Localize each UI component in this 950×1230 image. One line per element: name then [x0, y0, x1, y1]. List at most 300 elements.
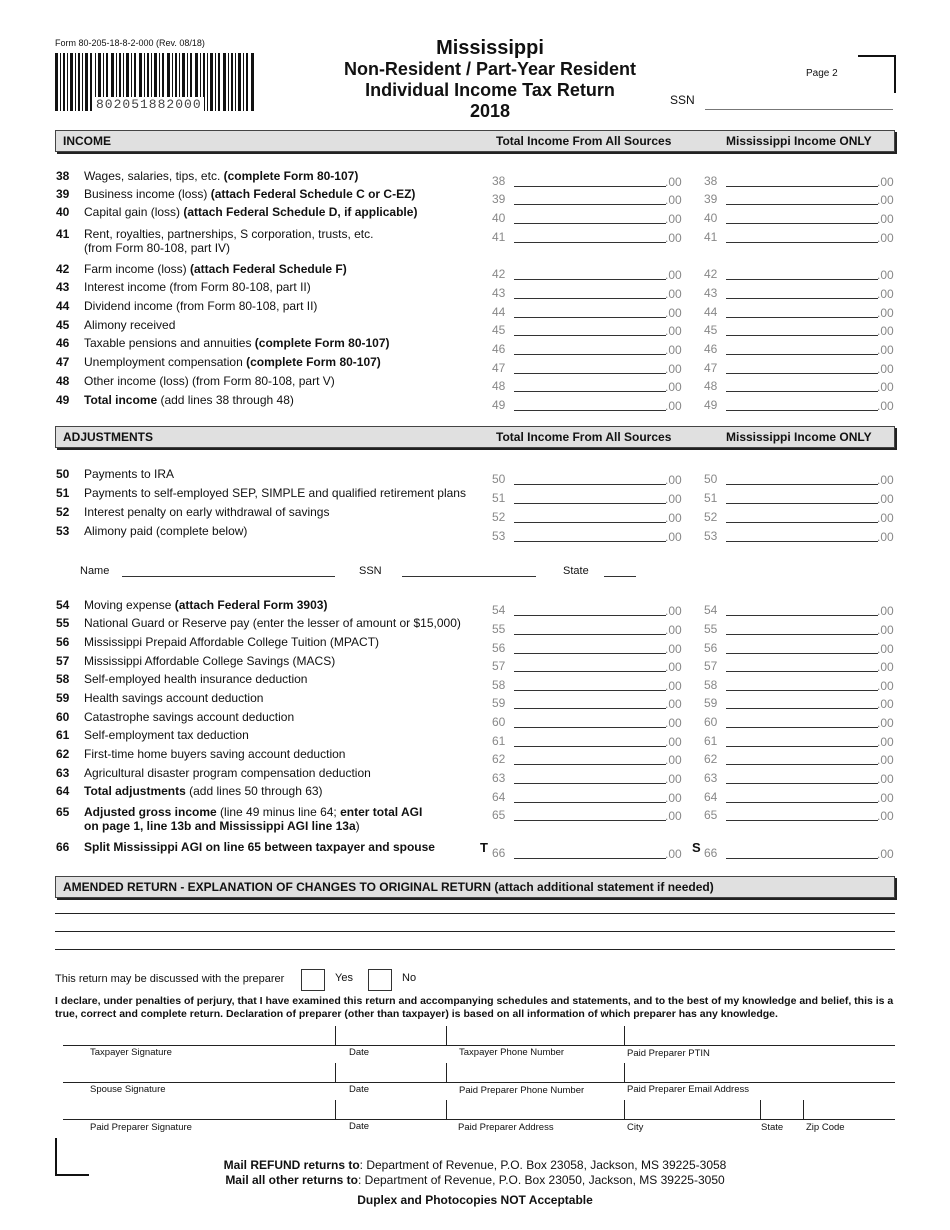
field-line-number: 44 [492, 305, 506, 319]
amount-underline [514, 522, 666, 523]
field-line-number: 50 [704, 472, 718, 486]
income-col-total: Total Income From All Sources [496, 134, 672, 148]
spouse-signature-field[interactable] [63, 1063, 335, 1082]
field-line-number: 45 [704, 323, 718, 337]
line-42-description: Farm income (loss) (attach Federal Schedule F) [84, 262, 347, 276]
cents-label: .00 [665, 362, 682, 376]
line-43-ms-input[interactable] [704, 285, 894, 299]
adjustments-col-total: Total Income From All Sources [496, 430, 672, 444]
cents-label: .00 [877, 642, 894, 656]
preparer-address-field[interactable] [447, 1100, 624, 1119]
line-55-description: National Guard or Reserve pay (enter the lesser of amount or $15,000) [84, 616, 461, 630]
amount-underline [726, 410, 878, 411]
line-59-ms-input[interactable] [704, 695, 894, 709]
amended-explanation-line-1[interactable] [55, 913, 895, 914]
page-number: Page 2 [806, 68, 838, 79]
amount-underline [726, 541, 878, 542]
line-50-total-input[interactable] [492, 471, 682, 485]
line-45-ms-input[interactable] [704, 322, 894, 336]
line-43-description: Interest income (from Form 80-108, part II) [84, 280, 311, 294]
line-48-number: 48 [56, 374, 70, 388]
line-51-ms-input[interactable] [704, 490, 894, 504]
ssn-input[interactable] [705, 109, 893, 110]
cents-label: .00 [877, 324, 894, 338]
taxpayer-date-label: Date [349, 1047, 370, 1058]
amount-underline [514, 634, 666, 635]
alimony-name-label: Name [80, 565, 110, 577]
field-line-number: 58 [704, 678, 718, 692]
line-65-number: 65 [56, 805, 70, 819]
field-line-number: 49 [492, 398, 506, 412]
field-line-number: 65 [492, 808, 506, 822]
cents-label: .00 [665, 399, 682, 413]
line-49-ms-input[interactable] [704, 397, 894, 411]
refund-address: Mail REFUND returns to: Department of Revenue, P.O. Box 23058, Jackson, MS 39225-3058 [223, 1158, 727, 1172]
line-46-description: Taxable pensions and annuities (complete Form 80-107) [84, 336, 390, 350]
cents-label: .00 [665, 753, 682, 767]
line-62-total-input[interactable] [492, 751, 682, 765]
line-61-ms-input[interactable] [704, 733, 894, 747]
field-line-number: 59 [704, 696, 718, 710]
field-line-number: 43 [492, 286, 506, 300]
field-line-number: 41 [492, 230, 506, 244]
income-col-ms: Mississippi Income ONLY [726, 134, 872, 148]
line-43-number: 43 [56, 280, 70, 294]
taxpayer-date-field[interactable] [336, 1026, 446, 1045]
preparer-signature-field[interactable] [63, 1100, 335, 1119]
cents-label: .00 [665, 287, 682, 301]
amount-underline [726, 708, 878, 709]
preparer-address-label: Paid Preparer Address [458, 1122, 554, 1133]
amended-explanation-line-3[interactable] [55, 949, 895, 950]
amount-underline [514, 373, 666, 374]
line-59-total-input[interactable] [492, 695, 682, 709]
cents-label: .00 [877, 362, 894, 376]
cents-label: .00 [665, 623, 682, 637]
field-line-number: 54 [492, 603, 506, 617]
amount-underline [514, 820, 666, 821]
line-53-description: Alimony paid (complete below) [84, 524, 248, 538]
preparer-ptin-label: Paid Preparer PTIN [627, 1048, 710, 1059]
cents-label: .00 [877, 175, 894, 189]
cents-label: .00 [665, 473, 682, 487]
line-65-description: Adjusted gross income (line 49 minus line 64; enter total AGI on page 1, line 13b and Mississippi AGI line 13a) [84, 805, 423, 833]
field-line-number: 57 [492, 659, 506, 673]
cents-label: .00 [877, 511, 894, 525]
preparer-ptin-field[interactable] [625, 1026, 895, 1045]
line-52-total-input[interactable] [492, 509, 682, 523]
mailing-instructions [150, 1158, 800, 1188]
income-section-header [55, 130, 895, 152]
line-57-ms-input[interactable] [704, 658, 894, 672]
field-line-number: 54 [704, 603, 718, 617]
line-44-ms-input[interactable] [704, 304, 894, 318]
line-64-ms-input[interactable] [704, 789, 894, 803]
preparer-city-field[interactable] [625, 1100, 760, 1119]
field-line-number: 46 [704, 342, 718, 356]
field-line-number: 61 [704, 734, 718, 748]
line-51-total-input[interactable] [492, 490, 682, 504]
line-41-ms-input[interactable] [704, 229, 894, 243]
cents-label: .00 [665, 772, 682, 786]
field-line-number: 64 [704, 790, 718, 804]
cents-label: .00 [877, 716, 894, 730]
discuss-yes-label: Yes [335, 972, 353, 984]
line-53-number: 53 [56, 524, 70, 538]
amount-underline [514, 541, 666, 542]
line-54-total-input[interactable] [492, 602, 682, 616]
line-39-number: 39 [56, 187, 70, 201]
amount-underline [514, 242, 666, 243]
amount-underline [514, 223, 666, 224]
amount-underline [726, 186, 878, 187]
line-66-taxpayer-input[interactable] [492, 845, 682, 859]
line-41-number: 41 [56, 227, 70, 241]
other-address: Mail all other returns to: Department of Revenue, P.O. Box 23050, Jackson, MS 39225-3050 [225, 1173, 725, 1187]
field-line-number: 53 [704, 529, 718, 543]
line-60-total-input[interactable] [492, 714, 682, 728]
title-type: Non-Resident / Part-Year Resident [343, 59, 637, 79]
cents-label: .00 [877, 193, 894, 207]
line-63-number: 63 [56, 766, 70, 780]
field-line-number: 65 [704, 808, 718, 822]
amount-underline [514, 484, 666, 485]
preparer-zip-label: Zip Code [806, 1122, 845, 1133]
amount-underline [514, 204, 666, 205]
line-63-description: Agricultural disaster program compensation deduction [84, 766, 371, 780]
line-48-total-input[interactable] [492, 378, 682, 392]
taxpayer-signature-label: Taxpayer Signature [90, 1047, 172, 1058]
cents-label: .00 [665, 175, 682, 189]
discuss-no-label: No [402, 972, 417, 984]
line-57-number: 57 [56, 654, 70, 668]
cents-label: .00 [665, 380, 682, 394]
line-47-total-input[interactable] [492, 360, 682, 374]
amount-underline [514, 410, 666, 411]
line-65-ms-input[interactable] [704, 807, 894, 821]
amount-underline [726, 690, 878, 691]
cents-label: .00 [877, 306, 894, 320]
field-line-number: 46 [492, 342, 506, 356]
field-line-number: 63 [492, 771, 506, 785]
form-title [310, 38, 670, 122]
amount-underline [514, 858, 666, 859]
field-line-number: 59 [492, 696, 506, 710]
field-line-number: 55 [492, 622, 506, 636]
field-line-number: 56 [704, 641, 718, 655]
line-45-total-input[interactable] [492, 322, 682, 336]
amount-underline [514, 783, 666, 784]
line-50-number: 50 [56, 467, 70, 481]
line-63-total-input[interactable] [492, 770, 682, 784]
amount-underline [726, 242, 878, 243]
alimony-ssn-label: SSN [359, 565, 382, 577]
income-section-title: INCOME [63, 134, 111, 148]
line-58-description: Self-employed health insurance deduction [84, 672, 308, 686]
amount-underline [514, 708, 666, 709]
line-38-ms-input[interactable] [704, 173, 894, 187]
field-line-number: 45 [492, 323, 506, 337]
preparer-date-field[interactable] [336, 1100, 446, 1119]
line-45-description: Alimony received [84, 318, 176, 332]
line-58-ms-input[interactable] [704, 677, 894, 691]
taxpayer-phone-field[interactable] [447, 1026, 624, 1045]
taxpayer-marker: T [480, 840, 488, 855]
amount-underline [726, 746, 878, 747]
line-49-total-input[interactable] [492, 397, 682, 411]
line-40-ms-input[interactable] [704, 210, 894, 224]
field-line-number: 61 [492, 734, 506, 748]
discuss-with-preparer-text: This return may be discussed with the preparer [55, 973, 285, 985]
cents-label: .00 [665, 604, 682, 618]
adjustments-section-title: ADJUSTMENTS [63, 430, 154, 444]
field-line-number: 64 [492, 790, 506, 804]
line-59-description: Health savings account deduction [84, 691, 264, 705]
line-60-number: 60 [56, 710, 70, 724]
field-line-number: 66 [704, 846, 718, 860]
line-52-description: Interest penalty on early withdrawal of savings [84, 505, 330, 519]
amount-underline [514, 391, 666, 392]
amount-underline [726, 783, 878, 784]
line-59-number: 59 [56, 691, 70, 705]
line-44-total-input[interactable] [492, 304, 682, 318]
line-63-ms-input[interactable] [704, 770, 894, 784]
cents-label: .00 [877, 343, 894, 357]
field-line-number: 49 [704, 398, 718, 412]
cents-label: .00 [877, 212, 894, 226]
cents-label: .00 [877, 660, 894, 674]
adjustments-section-header [55, 426, 895, 448]
field-line-number: 39 [492, 192, 506, 206]
alimony-name-input[interactable] [122, 576, 335, 577]
preparer-date-label: Date [349, 1121, 370, 1132]
line-38-number: 38 [56, 169, 70, 183]
line-54-description: Moving expense (attach Federal Form 3903) [84, 598, 328, 612]
preparer-state-label: State [761, 1122, 784, 1133]
line-39-ms-input[interactable] [704, 191, 894, 205]
line-39-total-input[interactable] [492, 191, 682, 205]
amount-underline [726, 764, 878, 765]
field-line-number: 47 [704, 361, 718, 375]
line-51-description: Payments to self-employed SEP, SIMPLE and qualified retirement plans [84, 486, 466, 500]
form-id: Form 80-205-18-8-2-000 (Rev. 08/18) [55, 38, 205, 48]
line-61-number: 61 [56, 728, 70, 742]
field-line-number: 51 [492, 491, 506, 505]
cents-label: .00 [665, 847, 682, 861]
line-58-number: 58 [56, 672, 70, 686]
field-line-number: 40 [492, 211, 506, 225]
field-line-number: 48 [704, 379, 718, 393]
amount-underline [726, 279, 878, 280]
field-line-number: 47 [492, 361, 506, 375]
line-52-ms-input[interactable] [704, 509, 894, 523]
line-41-description: Rent, royalties, partnerships, S corporation, trusts, etc. (from Form 80-108, part IV) [84, 227, 374, 255]
preparer-phone-label: Paid Preparer Phone Number [459, 1085, 585, 1096]
cents-label: .00 [877, 268, 894, 282]
amount-underline [514, 802, 666, 803]
amount-underline [726, 727, 878, 728]
spouse-date-field[interactable] [336, 1063, 446, 1082]
line-56-ms-input[interactable] [704, 640, 894, 654]
line-42-total-input[interactable] [492, 266, 682, 280]
line-53-total-input[interactable] [492, 528, 682, 542]
amount-underline [726, 653, 878, 654]
line-56-total-input[interactable] [492, 640, 682, 654]
corner-mark [55, 1138, 89, 1176]
line-48-description: Other income (loss) (from Form 80-108, part V) [84, 374, 335, 388]
line-47-description: Unemployment compensation (complete Form 80-107) [84, 355, 381, 369]
amended-section-header [55, 876, 895, 898]
spouse-marker: S [692, 840, 701, 855]
barcode-number: 802051882000 [96, 97, 202, 112]
line-49-number: 49 [56, 393, 70, 407]
line-43-total-input[interactable] [492, 285, 682, 299]
line-52-number: 52 [56, 505, 70, 519]
cents-label: .00 [877, 697, 894, 711]
amount-underline [514, 615, 666, 616]
line-58-total-input[interactable] [492, 677, 682, 691]
line-64-total-input[interactable] [492, 789, 682, 803]
cents-label: .00 [665, 697, 682, 711]
line-47-number: 47 [56, 355, 70, 369]
spouse-signature-label: Spouse Signature [90, 1084, 166, 1095]
line-39-description: Business income (loss) (attach Federal Schedule C or C-EZ) [84, 187, 416, 201]
duplex-notice: Duplex and Photocopies NOT Acceptable [357, 1193, 593, 1207]
field-line-number: 40 [704, 211, 718, 225]
line-44-description: Dividend income (from Form 80-108, part II) [84, 299, 318, 313]
discuss-yes-checkbox[interactable] [301, 969, 325, 991]
field-line-number: 41 [704, 230, 718, 244]
taxpayer-signature-field[interactable] [63, 1026, 335, 1045]
amended-explanation-line-2[interactable] [55, 931, 895, 932]
line-55-ms-input[interactable] [704, 621, 894, 635]
field-line-number: 39 [704, 192, 718, 206]
amount-underline [726, 671, 878, 672]
line-65-total-input[interactable] [492, 807, 682, 821]
line-51-number: 51 [56, 486, 70, 500]
line-47-ms-input[interactable] [704, 360, 894, 374]
preparer-phone-field[interactable] [447, 1063, 624, 1082]
amount-underline [514, 503, 666, 504]
line-60-ms-input[interactable] [704, 714, 894, 728]
amount-underline [514, 186, 666, 187]
cents-label: .00 [665, 791, 682, 805]
cents-label: .00 [877, 791, 894, 805]
line-49-description: Total income (add lines 38 through 48) [84, 393, 294, 407]
amount-underline [514, 354, 666, 355]
amount-underline [726, 204, 878, 205]
amount-underline [726, 354, 878, 355]
line-42-number: 42 [56, 262, 70, 276]
line-38-description: Wages, salaries, tips, etc. (complete Form 80-107) [84, 169, 359, 183]
line-42-ms-input[interactable] [704, 266, 894, 280]
field-line-number: 38 [704, 174, 718, 188]
amount-underline [514, 298, 666, 299]
amount-underline [726, 317, 878, 318]
alimony-ssn-input[interactable] [402, 576, 536, 577]
preparer-email-field[interactable] [625, 1063, 895, 1082]
cents-label: .00 [665, 530, 682, 544]
title-year: 2018 [469, 101, 511, 121]
amount-underline [726, 335, 878, 336]
amount-underline [514, 335, 666, 336]
line-54-ms-input[interactable] [704, 602, 894, 616]
field-line-number: 55 [704, 622, 718, 636]
field-line-number: 53 [492, 529, 506, 543]
field-line-number: 51 [704, 491, 718, 505]
line-45-number: 45 [56, 318, 70, 332]
adjustments-col-ms: Mississippi Income ONLY [726, 430, 872, 444]
line-62-ms-input[interactable] [704, 751, 894, 765]
line-57-total-input[interactable] [492, 658, 682, 672]
line-64-description: Total adjustments (add lines 50 through 63) [84, 784, 323, 798]
alimony-state-input[interactable] [604, 576, 636, 577]
preparer-zip-field[interactable] [804, 1100, 895, 1119]
amount-underline [514, 764, 666, 765]
cents-label: .00 [665, 642, 682, 656]
field-line-number: 62 [704, 752, 718, 766]
perjury-declaration: I declare, under penalties of perjury, that I have examined this return and accompanying schedules and statements, and to the best of my knowledge and belief, this is a true, correct and complete return. Declaration of preparer (other than taxpayer) is based on all information of which preparer has any knowledge. [55, 995, 894, 1020]
line-40-total-input[interactable] [492, 210, 682, 224]
line-57-description: Mississippi Affordable College Savings (MACS) [84, 654, 336, 668]
cents-label: .00 [665, 212, 682, 226]
field-line-number: 66 [492, 846, 506, 860]
amount-underline [514, 317, 666, 318]
line-53-ms-input[interactable] [704, 528, 894, 542]
line-61-description: Self-employment tax deduction [84, 728, 249, 742]
preparer-state-field[interactable] [761, 1100, 803, 1119]
amended-section-title: AMENDED RETURN - EXPLANATION OF CHANGES TO ORIGINAL RETURN (attach additional statement if needed) [63, 880, 714, 894]
alimony-state-label: State [563, 565, 589, 577]
line-55-number: 55 [56, 616, 70, 630]
line-46-number: 46 [56, 336, 70, 350]
field-line-number: 58 [492, 678, 506, 692]
field-line-number: 63 [704, 771, 718, 785]
field-line-number: 50 [492, 472, 506, 486]
cents-label: .00 [665, 679, 682, 693]
cents-label: .00 [877, 530, 894, 544]
line-50-ms-input[interactable] [704, 471, 894, 485]
cents-label: .00 [877, 399, 894, 413]
amount-underline [514, 653, 666, 654]
cents-label: .00 [877, 623, 894, 637]
line-38-total-input[interactable] [492, 173, 682, 187]
line-46-ms-input[interactable] [704, 341, 894, 355]
line-46-total-input[interactable] [492, 341, 682, 355]
amount-underline [514, 690, 666, 691]
line-66-spouse-input[interactable] [704, 845, 894, 859]
field-line-number: 52 [704, 510, 718, 524]
field-line-number: 52 [492, 510, 506, 524]
field-line-number: 57 [704, 659, 718, 673]
field-line-number: 60 [492, 715, 506, 729]
line-41-total-input[interactable] [492, 229, 682, 243]
line-55-total-input[interactable] [492, 621, 682, 635]
discuss-no-checkbox[interactable] [368, 969, 392, 991]
cents-label: .00 [665, 660, 682, 674]
line-48-ms-input[interactable] [704, 378, 894, 392]
line-56-number: 56 [56, 635, 70, 649]
line-61-total-input[interactable] [492, 733, 682, 747]
amount-underline [726, 503, 878, 504]
preparer-signature-label: Paid Preparer Signature [90, 1122, 192, 1133]
line-56-description: Mississippi Prepaid Affordable College Tuition (MPACT) [84, 635, 380, 649]
amount-underline [726, 634, 878, 635]
cents-label: .00 [665, 809, 682, 823]
corner-mark [858, 55, 896, 93]
amount-underline [726, 522, 878, 523]
field-line-number: 43 [704, 286, 718, 300]
